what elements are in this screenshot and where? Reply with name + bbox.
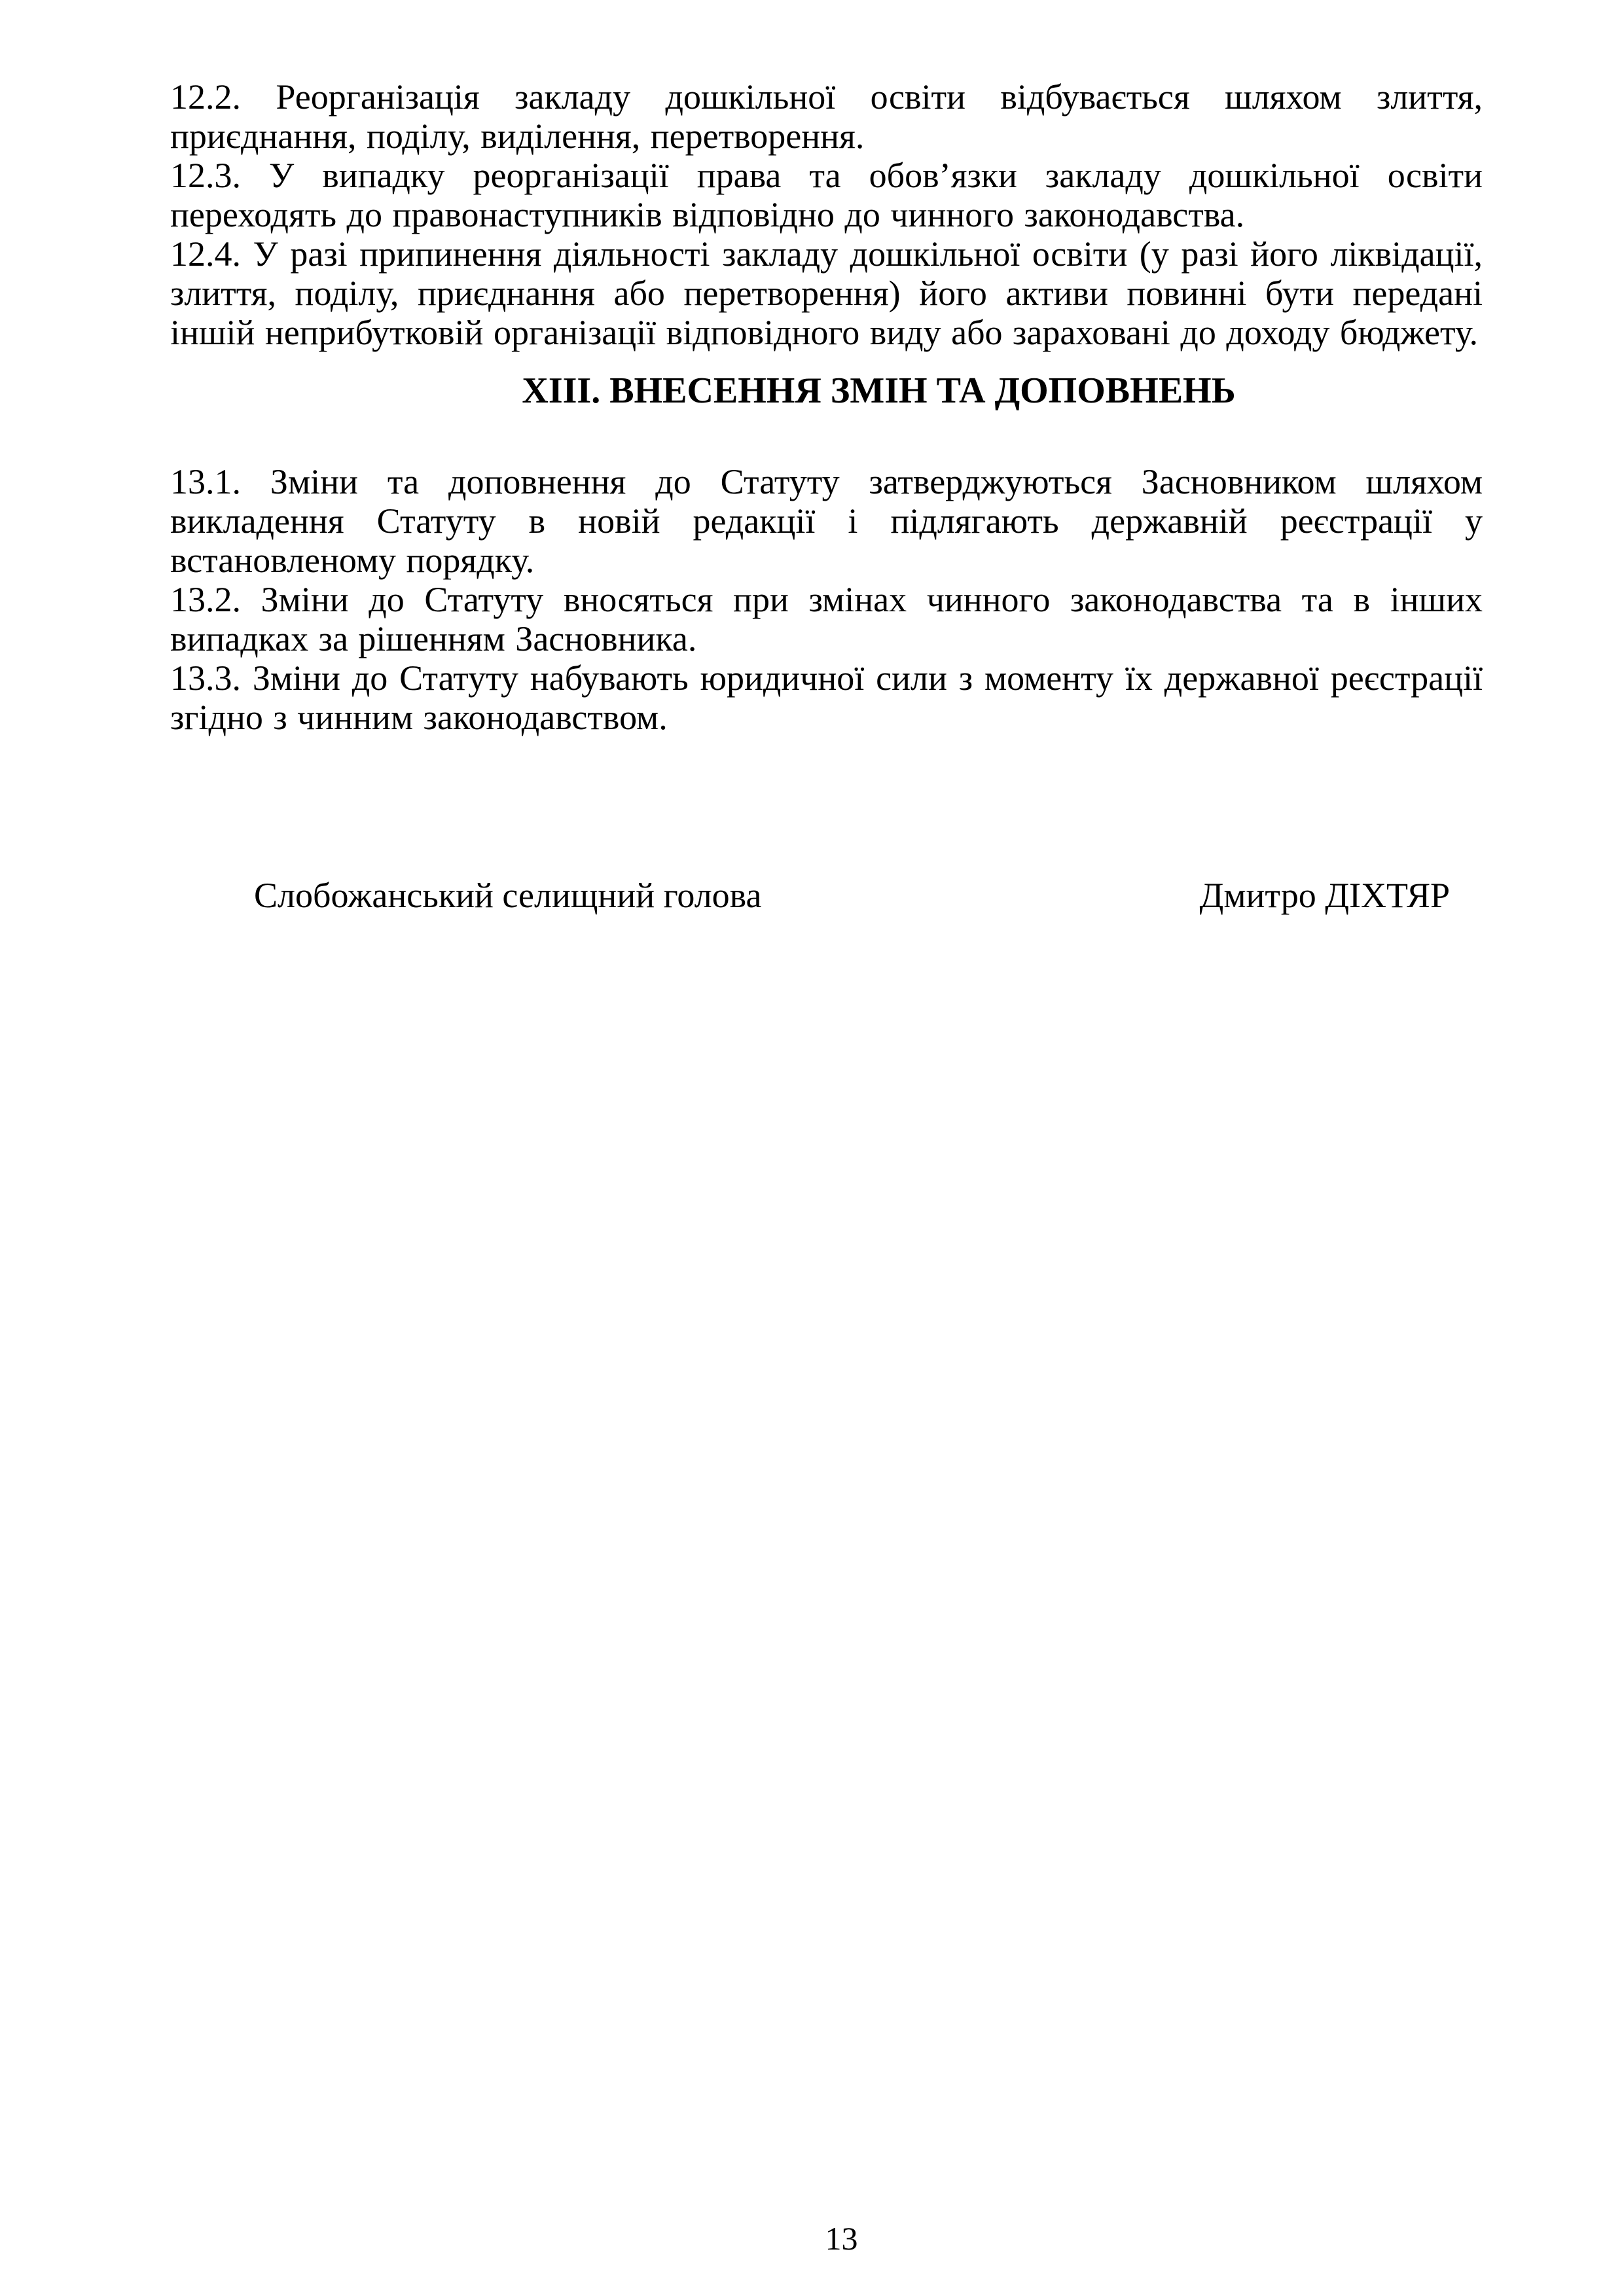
paragraph-13-3: 13.3. Зміни до Статуту набувають юридичної сили з моменту їх державної реєстрації згідно з чинним законодавством. bbox=[170, 658, 1483, 737]
page-number: 13 bbox=[825, 2220, 858, 2257]
paragraph-12-4: 12.4. У разі припинення діяльності закладу дошкільної освіти (у разі його ліквідації, злиття, поділу, приєднання або перетворення) його активи повинні бути передані іншій неприбутковій організації відповідного виду або зараховані до доходу бюджету. bbox=[170, 234, 1483, 352]
paragraph-12-2: 12.2. Реорганізація закладу дошкільної освіти відбувається шляхом злиття, приєднання, поділу, виділення, перетворення. bbox=[170, 77, 1483, 156]
section-heading-13: XIII. ВНЕСЕННЯ ЗМІН ТА ДОПОВНЕНЬ bbox=[522, 370, 1236, 411]
signature-title: Слобожанський селищний голова bbox=[254, 876, 762, 915]
signature-name: Дмитро ДІХТЯР bbox=[1199, 876, 1450, 915]
content-area bbox=[170, 77, 1483, 915]
signature-row bbox=[170, 876, 1483, 915]
paragraph-13-2: 13.2. Зміни до Статуту вносяться при змінах чинного законодавства та в інших випадках за рішенням Засновника. bbox=[170, 580, 1483, 658]
paragraph-12-3: 12.3. У випадку реорганізації права та обов’язки закладу дошкільної освіти переходять до правонаступників відповідно до чинного законодавства. bbox=[170, 156, 1483, 234]
paragraph-13-1: 13.1. Зміни та доповнення до Статуту затверджуються Засновником шляхом викладення Статуту в новій редакції і підлягають державній реєстрації у встановленому порядку. bbox=[170, 462, 1483, 580]
